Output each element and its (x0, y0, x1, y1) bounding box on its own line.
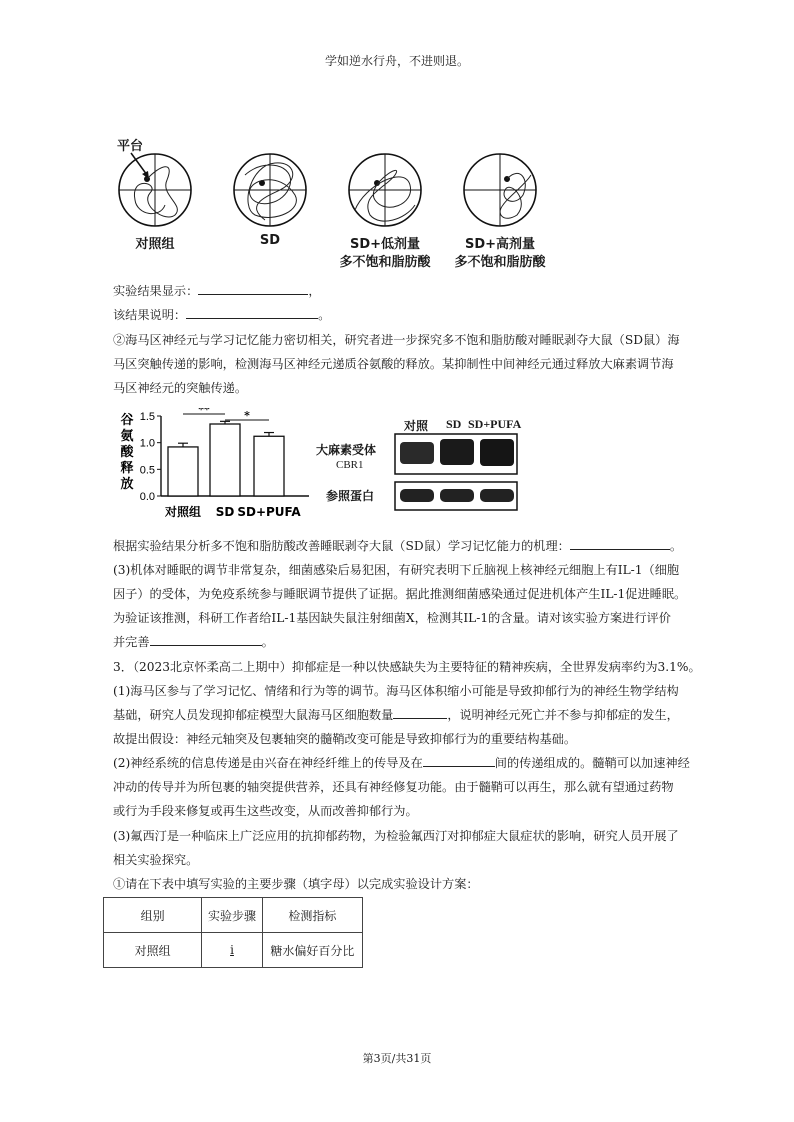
punct: 。 (669, 539, 683, 553)
y-axis-label-char: 释 (120, 461, 134, 476)
table-row (104, 933, 363, 968)
platform-label: 平台 (117, 139, 144, 154)
page-footer: 第3页/共31页 (362, 1052, 432, 1065)
bar (210, 424, 240, 496)
maze-circle-sd-high (464, 154, 536, 226)
paragraph-line: 故提出假设：神经元轴突及包裹轴突的髓鞘改变可能是导致抑郁行为的重要结构基础。 (113, 732, 577, 746)
paragraph-line: ①请在下表中填写实验的主要步骤（填字母）以完成实验设计方案： (113, 877, 479, 891)
y-axis-label-char: 谷 (120, 413, 134, 428)
paragraph-line: (3)机体对睡眠的调节非常复杂，细菌感染后易犯困，有研究表明下丘脑视上核神经元细胞上有IL-1（细胞 (113, 563, 680, 577)
result-label: 实验结果显示： (113, 284, 199, 298)
paragraph-line: 马区神经元的突触传递。 (113, 381, 248, 395)
maze-circle-sd (234, 154, 306, 226)
paragraph-text: 基础，研究人员发现抑郁症模型大鼠海马区细胞数量 (113, 708, 394, 722)
paragraph-line (113, 703, 679, 728)
table-header-cell: 实验步骤 (202, 898, 263, 933)
y-tick-label: 0.5 (139, 464, 155, 477)
paragraph-line: 或行为手段来修复或再生这些改变，从而改善抑郁行为。 (113, 804, 418, 818)
blot-col-label: SD (446, 417, 462, 431)
table-header-cell: 组别 (104, 898, 202, 933)
steps-table (103, 897, 363, 968)
explain-label: 该结果说明： (113, 308, 187, 322)
paragraph-line: 相关实验探究。 (113, 853, 199, 867)
maze-figure (105, 135, 605, 270)
answer-blank[interactable] (393, 704, 447, 719)
paragraph-line (113, 630, 274, 655)
maze-group-label: SD+低剂量 (349, 237, 421, 252)
maze-group-label: SD+高剂量 (464, 237, 536, 252)
paragraph-line: ②海马区神经元与学习记忆能力密切相关，研究者进一步探究多不饱和脂肪酸对睡眠剥夺大鼠（SD鼠）海 (113, 333, 680, 347)
explain-line (113, 303, 330, 328)
paragraph-text: (2)神经系统的信息传递是由兴奋在神经纤维上的传导及在 (113, 756, 423, 770)
y-tick-label: 1.5 (139, 411, 155, 423)
category-label: SD+PUFA (237, 505, 301, 519)
answer-blank[interactable] (150, 631, 262, 646)
blot-bands (394, 433, 518, 513)
paragraph-line: 为验证该推测，科研工作者给IL-1基因缺失鼠注射细菌X，检测其IL-1的含量。请对该实验方案进行评价 (113, 611, 671, 625)
punct: 。 (318, 308, 331, 322)
answer-blank[interactable] (186, 304, 318, 319)
glutamate-chart (113, 408, 313, 526)
maze-group-label: 对照组 (135, 237, 175, 252)
table-header-cell: 检测指标 (262, 898, 362, 933)
question-3-title: 3．（2023北京怀柔高二上期中）抑郁症是一种以快感缺失为主要特征的精神疾病，全世界发病率约为3.1%。 (113, 660, 701, 674)
mechanism-line (113, 534, 682, 559)
blot-row-sublabel: CBR1 (336, 459, 364, 471)
maze-group-sublabel: 多不饱和脂肪酸 (339, 255, 431, 270)
maze-circle-control (119, 154, 191, 226)
mechanism-text: 根据实验结果分析多不饱和脂肪酸改善睡眠剥夺大鼠（SD鼠）学习记忆能力的机理： (113, 539, 570, 553)
punct: ， (308, 284, 321, 298)
blot-col-label: 对照 (404, 419, 429, 433)
bar-chart-svg (113, 408, 313, 526)
paragraph-line: 因子）的受体，为免疫系统参与睡眠调节提供了证据。据此推测细菌感染通过促进机体产生IL-1促进睡眠。 (113, 587, 687, 601)
western-blot-figure (316, 417, 536, 517)
step-answer[interactable]: i (230, 943, 234, 957)
significance-label: ** (198, 408, 210, 416)
paragraph-text: 并完善 (113, 635, 150, 649)
y-tick-label: 1.0 (139, 437, 155, 450)
page-header: 学如逆水行舟，不进则退。 (324, 54, 469, 68)
paragraph-line: 马区突触传递的影响，检测海马区神经元递质谷氨酸的释放。某抑制性中间神经元通过释放大麻素调节海 (113, 357, 674, 371)
table-cell: 对照组 (104, 933, 202, 968)
maze-group-label: SD (259, 233, 281, 248)
paragraph-line: 冲动的传导并为所包裹的轴突提供营养，还具有神经修复功能。由于髓鞘可以再生，那么就有望通过药物 (113, 780, 674, 794)
answer-blank[interactable] (423, 752, 495, 767)
y-axis-label-char: 酸 (120, 445, 134, 460)
blot-row-label: 参照蛋白 (326, 489, 375, 503)
category-label: SD (215, 505, 235, 519)
blot-row-label: 大麻素受体 (316, 443, 377, 457)
maze-group-sublabel: 多不饱和脂肪酸 (454, 255, 546, 270)
blot-col-label: SD+PUFA (468, 417, 522, 431)
paragraph-line: (3)氟西汀是一种临床上广泛应用的抗抑郁药物，为检验氟西汀对抑郁症大鼠症状的影响，研究人员开展了 (113, 829, 679, 843)
significance-label: * (244, 409, 250, 422)
paragraph-text: ，说明神经元死亡并不参与抑郁症的发生， (447, 708, 679, 722)
y-axis-label-char: 氨 (120, 429, 134, 444)
paragraph-text: 间的传递组成的。髓鞘可以加速神经 (494, 756, 690, 770)
answer-blank[interactable] (570, 535, 670, 550)
result-line (113, 279, 321, 304)
answer-blank[interactable] (198, 280, 308, 295)
paragraph-line: (1)海马区参与了学习记忆、情绪和行为等的调节。海马区体积缩小可能是导致抑郁行为的神经生物学结构 (113, 684, 679, 698)
maze-diagrams (105, 135, 605, 235)
bar (168, 447, 198, 496)
category-label: 对照组 (164, 505, 202, 519)
table-cell: 糖水偏好百分比 (262, 933, 362, 968)
maze-circle-sd-low (349, 154, 421, 226)
paragraph-line (113, 751, 690, 776)
table-header-row (104, 898, 363, 933)
y-axis-label-char: 放 (120, 477, 134, 492)
y-tick-label: 0.0 (139, 491, 155, 503)
bar (254, 436, 284, 496)
table-cell[interactable] (202, 933, 263, 968)
punct: 。 (261, 635, 274, 649)
